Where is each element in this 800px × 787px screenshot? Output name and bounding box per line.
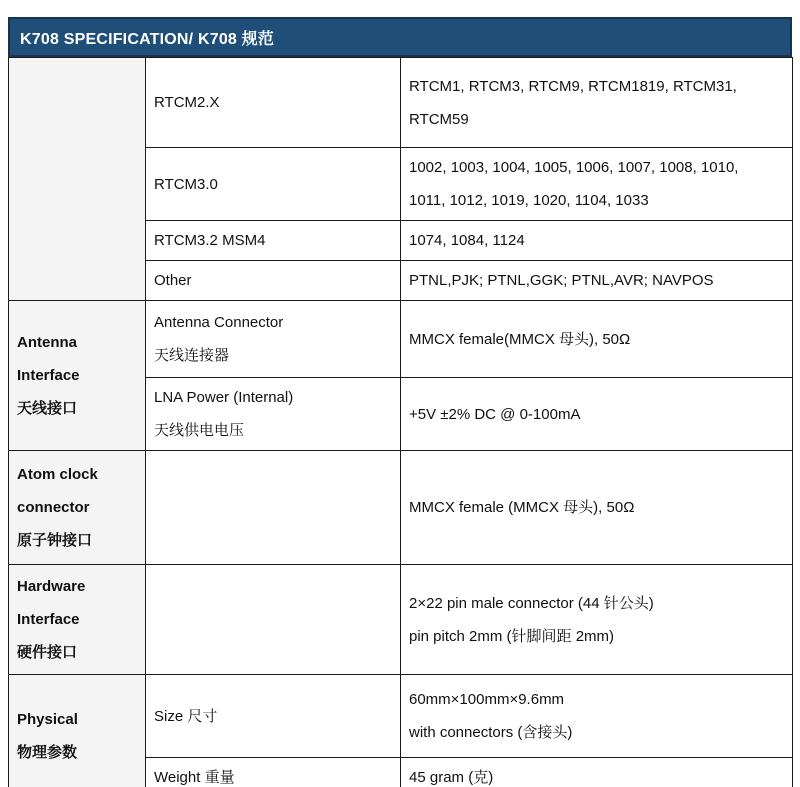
value-cell bbox=[401, 148, 793, 221]
item-cell bbox=[146, 221, 401, 261]
category-line: Hardware bbox=[17, 578, 86, 595]
spec-title-bar bbox=[8, 17, 792, 57]
table-row bbox=[9, 451, 793, 565]
value-line: with connectors (含接头) bbox=[409, 724, 573, 741]
value-cell bbox=[401, 301, 793, 378]
category-cell-atom-clock-connector bbox=[9, 451, 146, 565]
item-label: RTCM2.X bbox=[154, 94, 220, 111]
category-cell-antenna-interface bbox=[9, 301, 146, 451]
item-cell bbox=[146, 58, 401, 148]
value-cell bbox=[401, 58, 793, 148]
item-cell bbox=[146, 148, 401, 221]
category-line: 物理参数 bbox=[17, 744, 78, 761]
value-cell bbox=[401, 758, 793, 787]
value-cell bbox=[401, 261, 793, 301]
category-line: Interface bbox=[17, 367, 80, 384]
category-line: Interface bbox=[17, 611, 80, 628]
item-label: Size 尺寸 bbox=[154, 707, 218, 725]
table-row bbox=[9, 565, 793, 675]
value-line: +5V ±2% DC @ 0-100mA bbox=[409, 405, 581, 423]
item-label: Other bbox=[154, 272, 192, 289]
value-line: RTCM1, RTCM3, RTCM9, RTCM1819, RTCM31, bbox=[409, 77, 737, 95]
item-cell bbox=[146, 758, 401, 787]
category-line: Antenna bbox=[17, 334, 77, 351]
value-cell bbox=[401, 675, 793, 758]
category-line: 硬件接口 bbox=[17, 644, 78, 661]
value-line: PTNL,PJK; PTNL,GGK; PTNL,AVR; NAVPOS bbox=[409, 272, 714, 289]
category-line: 原子钟接口 bbox=[17, 532, 93, 549]
category-line: Physical bbox=[17, 711, 78, 728]
value-line: 1074, 1084, 1124 bbox=[409, 232, 525, 249]
item-cell bbox=[146, 301, 401, 378]
item-cell bbox=[146, 261, 401, 301]
category-line: Atom clock bbox=[17, 466, 98, 483]
value-cell bbox=[401, 565, 793, 675]
item-label: RTCM3.0 bbox=[154, 175, 218, 193]
value-cell bbox=[401, 451, 793, 565]
item-label: RTCM3.2 MSM4 bbox=[154, 232, 266, 249]
item-cell-empty bbox=[146, 565, 401, 675]
spec-table bbox=[8, 57, 793, 787]
category-line: 天线接口 bbox=[17, 400, 78, 417]
item-label: LNA Power (Internal) bbox=[154, 389, 294, 406]
category-cell-hardware-interface bbox=[9, 565, 146, 675]
value-line: 1002, 1003, 1004, 1005, 1006, 1007, 1008, 1010, bbox=[409, 159, 739, 176]
value-line: MMCX female(MMCX 母头), 50Ω bbox=[409, 330, 631, 348]
value-line: MMCX female (MMCX 母头), 50Ω bbox=[409, 499, 635, 516]
category-cell-empty bbox=[9, 58, 146, 301]
value-line: RTCM59 bbox=[409, 110, 469, 128]
item-label: 天线连接器 bbox=[154, 347, 230, 364]
value-cell bbox=[401, 221, 793, 261]
value-line: 45 gram (克) bbox=[409, 769, 494, 786]
value-cell bbox=[401, 378, 793, 451]
category-cell-physical bbox=[9, 675, 146, 787]
table-row bbox=[9, 675, 793, 758]
table-row bbox=[9, 58, 793, 148]
item-cell-empty bbox=[146, 451, 401, 565]
table-row bbox=[9, 301, 793, 378]
item-cell bbox=[146, 675, 401, 758]
item-cell bbox=[146, 378, 401, 451]
item-label: 天线供电电压 bbox=[154, 422, 245, 439]
value-line: 60mm×100mm×9.6mm bbox=[409, 691, 565, 708]
item-label: Weight 重量 bbox=[154, 769, 235, 786]
page-title: K708 SPECIFICATION/ K708 规范 bbox=[20, 30, 275, 48]
category-line: connector bbox=[17, 499, 90, 516]
value-line: 2×22 pin male connector (44 针公头) bbox=[409, 594, 654, 612]
value-line: 1011, 1012, 1019, 1020, 1104, 1033 bbox=[409, 192, 649, 209]
item-label: Antenna Connector bbox=[154, 314, 284, 331]
value-line: pin pitch 2mm (针脚间距 2mm) bbox=[409, 627, 615, 645]
